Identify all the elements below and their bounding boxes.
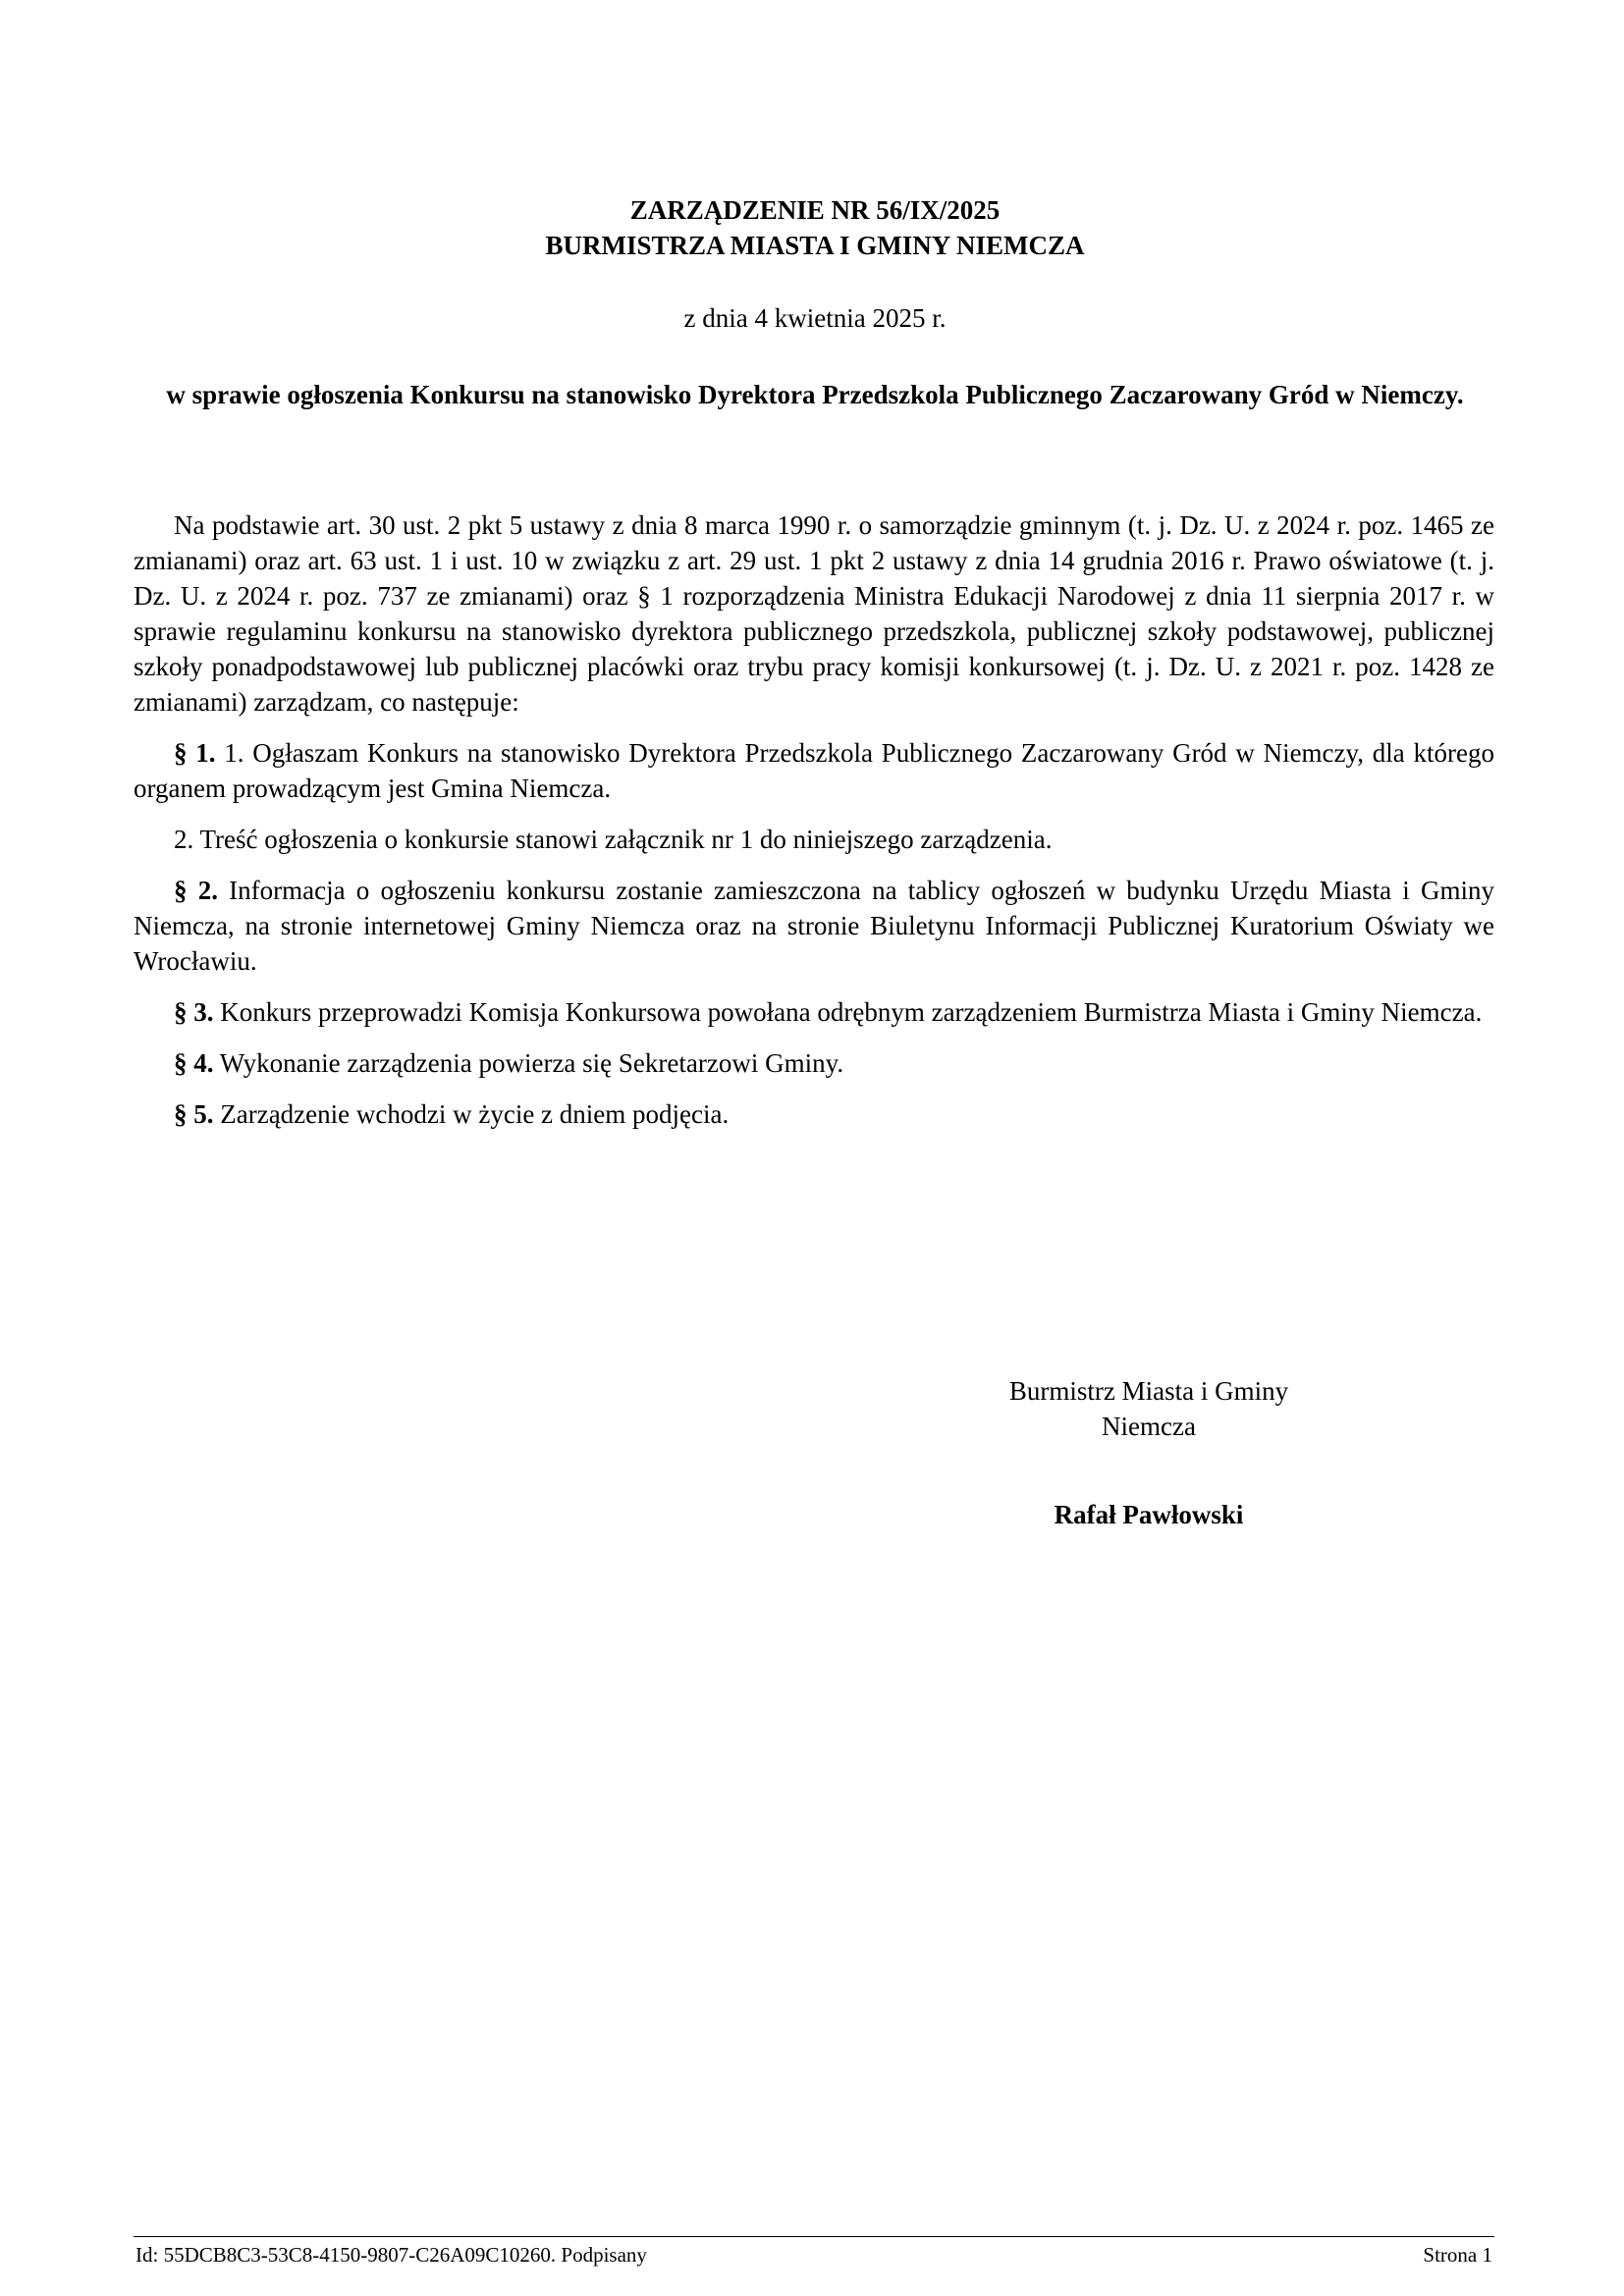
signatory-name: Rafał Pawłowski: [1054, 1500, 1244, 1529]
paragraph-5: [134, 1096, 1494, 1132]
signature-block: [943, 1373, 1355, 1532]
page-number: Strona 1: [1423, 2243, 1492, 2267]
page-footer: [135, 2241, 1492, 2269]
section-label: § 1.: [174, 738, 216, 768]
paragraph-text: 2. Treść ogłoszenia o konkursie stanowi załącznik nr 1 do niniejszego zarządzenia.: [174, 825, 1053, 854]
paragraph-4: [134, 1045, 1494, 1081]
signatory-office-town: Niemcza: [1102, 1412, 1196, 1441]
signatory-office: Burmistrz Miasta i Gminy: [1008, 1376, 1289, 1406]
paragraph-1-item-1: [134, 735, 1494, 806]
paragraph-1-item-2: [134, 822, 1494, 857]
paragraph-3: [134, 994, 1494, 1030]
document-date: z dnia 4 kwietnia 2025 r.: [683, 303, 947, 333]
section-label: § 4.: [174, 1048, 214, 1078]
paragraph-text: Zarządzenie wchodzi w życie z dniem podjęcia.: [220, 1099, 730, 1129]
document-id: Id: 55DCB8C3-53C8-4150-9807-C26A09C10260. Podpisany: [135, 2243, 647, 2267]
section-label: § 5.: [174, 1099, 214, 1129]
paragraph-text: 1. Ogłaszam Konkurs na stanowisko Dyrektora Przedszkola Publicznego Zaczarowany Gród w Niemczy, dla którego organem prowadzącym jest Gmina Niemcza.: [134, 738, 1495, 803]
paragraph-2: [134, 873, 1494, 979]
document-header: [137, 192, 1492, 263]
document-issuer: BURMISTRZA MIASTA I GMINY NIEMCZA: [545, 231, 1085, 260]
section-label: § 2.: [174, 876, 218, 905]
footer-divider: [134, 2236, 1494, 2237]
document-body: [134, 507, 1494, 1148]
legal-basis-paragraph: Na podstawie art. 30 ust. 2 pkt 5 ustawy z dnia 8 marca 1990 r. o samorządzie gminnym (t. j. Dz. U. z 2024 r. poz. 1465 ze zmianami) oraz art. 63 ust. 1 i ust. 10 w związku z art. 29 ust. 1 pkt 2 ustawy z dnia 14 grudnia 2016 r. Prawo oświatowe (t. j. Dz. U. z 2024 r. poz. 737 ze zmianami) oraz § 1 rozporządzenia Ministra Edukacji Narodowej z dnia 11 sierpnia 2017 r. w sprawie regulaminu konkursu na stanowisko dyrektora publicznego przedszkola, publicznej szkoły podstawowej, publicznej szkoły ponadpodstawowej lub publicznej placówki oraz trybu pracy komisji konkursowej (t. j. Dz. U. z 2021 r. poz. 1428 ze zmianami) zarządzam, co następuje:: [134, 510, 1494, 717]
paragraph-text: Konkurs przeprowadzi Komisja Konkursowa powołana odrębnym zarządzeniem Burmistrza Miasta i Gminy Niemcza.: [220, 997, 1483, 1027]
paragraph-text: Wykonanie zarządzenia powierza się Sekretarzowi Gminy.: [219, 1048, 844, 1078]
document-title: ZARZĄDZENIE NR 56/IX/2025: [629, 195, 1001, 225]
section-label: § 3.: [174, 997, 214, 1027]
document-subject: w sprawie ogłoszenia Konkursu na stanowisko Dyrektora Przedszkola Publicznego Zaczarowany Gród w Niemczy.: [166, 380, 1464, 409]
paragraph-text: Informacja o ogłoszeniu konkursu zostanie zamieszczona na tablicy ogłoszeń w budynku Urzędu Miasta i Gminy Niemcza, na stronie internetowej Gminy Niemcza oraz na stronie Biuletynu Informacji Publicznej Kuratorium Oświaty we Wrocławiu.: [134, 876, 1495, 976]
